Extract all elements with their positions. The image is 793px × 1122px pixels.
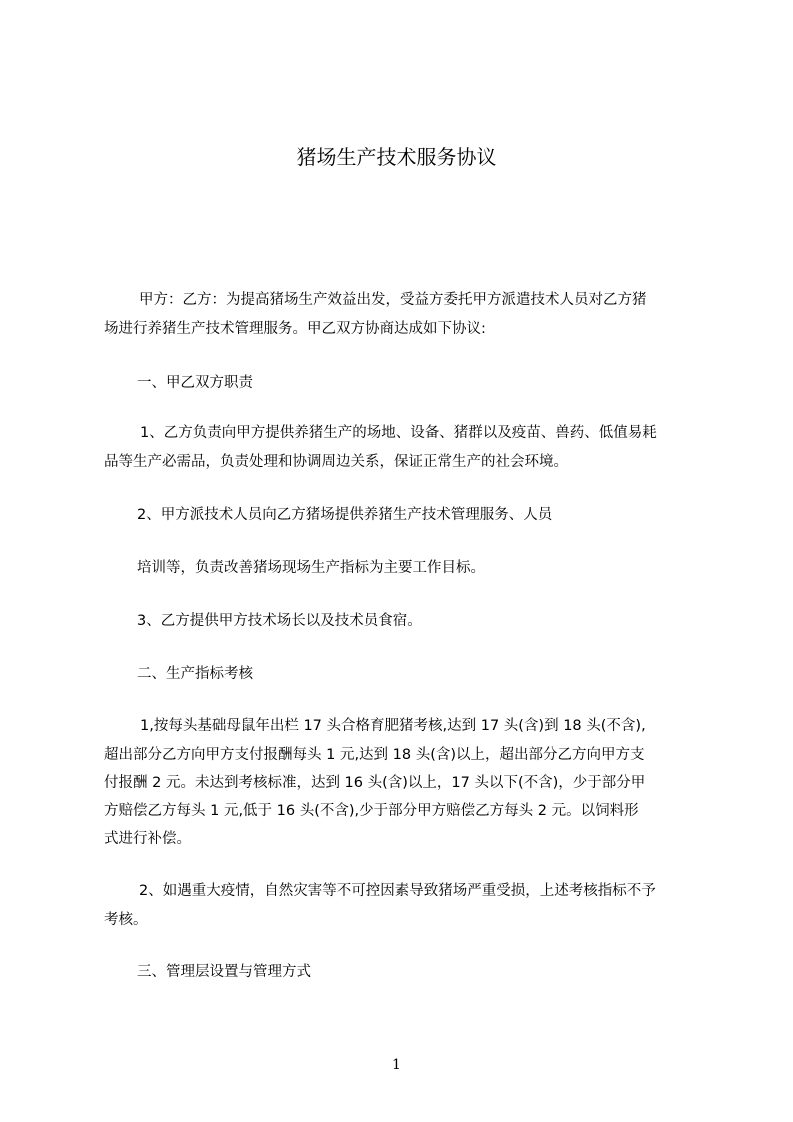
section-1-item-2-line-1: 2、甲方派技术人员向乙方猪场提供养猪生产技术管理服务、人员 bbox=[137, 507, 553, 523]
document-title: 猪场生产技术服务协议 bbox=[296, 145, 497, 169]
section-1-item-1-line-2: 品等生产必需品，负责处理和协调周边关系，保证正常生产的社会环境。 bbox=[104, 454, 568, 470]
intro-line-1: 甲方：乙方：为提高猪场生产效益出发，受益方委托甲方派遣技术人员对乙方猪 bbox=[139, 292, 647, 308]
section-3-heading: 三、管理层设置与管理方式 bbox=[137, 964, 311, 980]
section-1-heading: 一、甲乙双方职责 bbox=[137, 375, 253, 391]
section-2-item-2-line-1: 2、如遇重大疫情，自然灾害等不可控因素导致猪场严重受损，上述考核指标不予 bbox=[139, 883, 656, 899]
section-2-item-1-line-3: 付报酬 2 元。未达到考核标准，达到 16 头(含)以上，17 头以下(不含)，少于部分甲 bbox=[104, 775, 646, 791]
section-1-item-2-line-2: 培训等，负责改善猪场现场生产指标为主要工作目标。 bbox=[137, 560, 485, 576]
section-2-item-1-line-4: 方赔偿乙方每头 1 元,低于 16 头(不含),少于部分甲方赔偿乙方每头 2 元。以饲料形 bbox=[104, 803, 639, 819]
section-2-item-1-line-2: 超出部分乙方向甲方支付报酬每头 1 元,达到 18 头(含)以上，超出部分乙方向甲方支 bbox=[104, 747, 645, 763]
section-2-item-2-line-2: 考核。 bbox=[104, 912, 148, 928]
section-2-heading: 二、生产指标考核 bbox=[137, 666, 253, 682]
section-2-item-1-line-1: 1,按每头基础母鼠年出栏 17 头合格育肥猪考核,达到 17 头(含)到 18 头(不含), bbox=[140, 718, 646, 734]
section-2-item-1-line-5: 式进行补偿。 bbox=[104, 831, 191, 847]
intro-line-2: 场进行养猪生产技术管理服务。甲乙双方协商达成如下协议: bbox=[104, 321, 486, 337]
page-number: 1 bbox=[392, 1057, 401, 1073]
section-1-item-3: 3、乙方提供甲方技术场长以及技术员食宿。 bbox=[137, 613, 422, 629]
section-1-item-1-line-1: 1、乙方负责向甲方提供养猪生产的场地、设备、猪群以及疫苗、兽药、低值易耗 bbox=[140, 425, 657, 441]
